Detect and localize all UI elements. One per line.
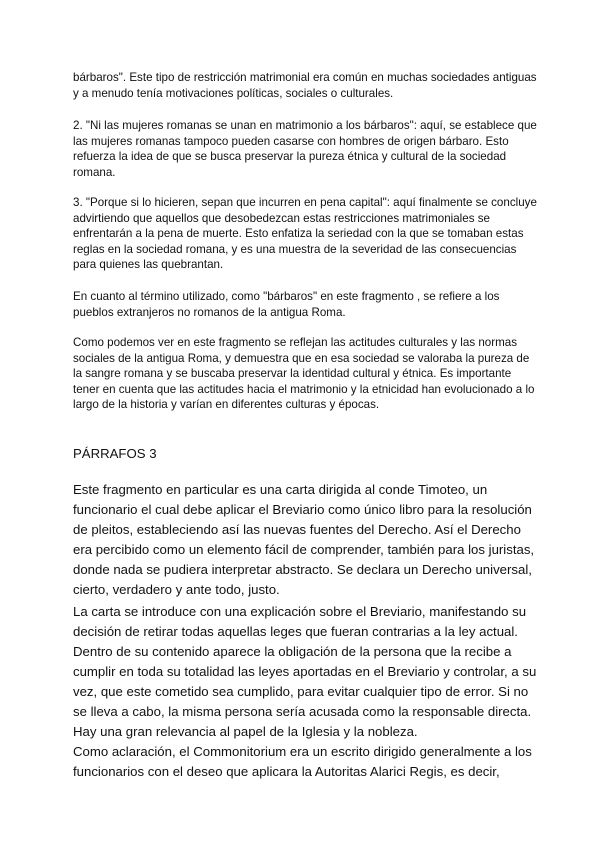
paragraph-carta-timoteo: Este fragmento en particular es una carta dirigida al conde Timoteo, un funcionario el cual debe aplicar el Breviario como único libro para la resolución de pleitos, estableciendo así las nuevas fuentes del Derecho. Así el Derecho era percibido como un elemento fácil de comprender, también para los juristas, donde nada se pudiera interpretar abstracto. Se declara un Derecho universal, cierto, verdadero y ante todo, justo. (73, 482, 535, 597)
paragraph-commonitorium: Como aclaración, el Commonitorium era un escrito dirigido generalmente a los funcionarios con el deseo que aplicara la Autoritas Alarici Regis, es decir, (73, 744, 532, 779)
paragraph-term-barbaros: En cuanto al término utilizado, como "bárbaros" en este fragmento , se refiere a los pueblos extranjeros no romanos de la antigua Roma. (73, 290, 500, 319)
paragraph-conclusion: Como podemos ver en este fragmento se reflejan las actitudes culturales y las normas sociales de la antigua Roma, y demuestra que en esa sociedad se valoraba la pureza de la sangre romana y se buscaba preservar la identidad cultural y étnica. Es importante tener en cuenta que las actitudes hacia el matrimonio y la etnicidad han evolucionado a lo largo de la historia y varían en diferentes culturas y épocas. (73, 336, 535, 412)
paragraph-barbaros-restriction: bárbaros". Este tipo de restricción matrimonial era común en muchas sociedades antiguas y a menudo tenía motivaciones políticas, sociales o culturales. (73, 71, 537, 100)
paragraph-point-2: 2. "Ni las mujeres romanas se unan en matrimonio a los bárbaros": aquí, se establece que las mujeres romanas tampoco pueden casarse con hombres de origen bárbaro. Esto refuerza la idea de que se busca preservar la pureza étnica y cultural de la sociedad romana. (73, 119, 537, 179)
section-heading: PÁRRAFOS 3 (73, 446, 157, 461)
paragraph-carta-breviario: La carta se introduce con una explicación sobre el Breviario, manifestando su decisión de retirar todas aquellas leges que fueran contrarias a la ley actual. Dentro de su contenido aparece la obligación de la persona que la recibe a cumplir en toda su totalidad las leyes aportadas en el Breviario y controlar, a su vez, que este cometido sea cumplido, para evitar cualquier tipo de error. Si no se lleva a cabo, la misma persona sería acusada como la responsable directa. Hay una gran relevancia al papel de la Iglesia y la nobleza. (73, 604, 537, 739)
paragraph-point-3: 3. "Porque si lo hicieren, sepan que incurren en pena capital": aquí finalmente se concluye advirtiendo que aquellos que desobedezcan estas restricciones matrimoniales se enfrentarán a la pena de muerte. Esto enfatiza la seriedad con la que se tomaban estas reglas en la sociedad romana, y es una muestra de la severidad de las consecuencias para quienes las quebrantan. (73, 196, 537, 272)
